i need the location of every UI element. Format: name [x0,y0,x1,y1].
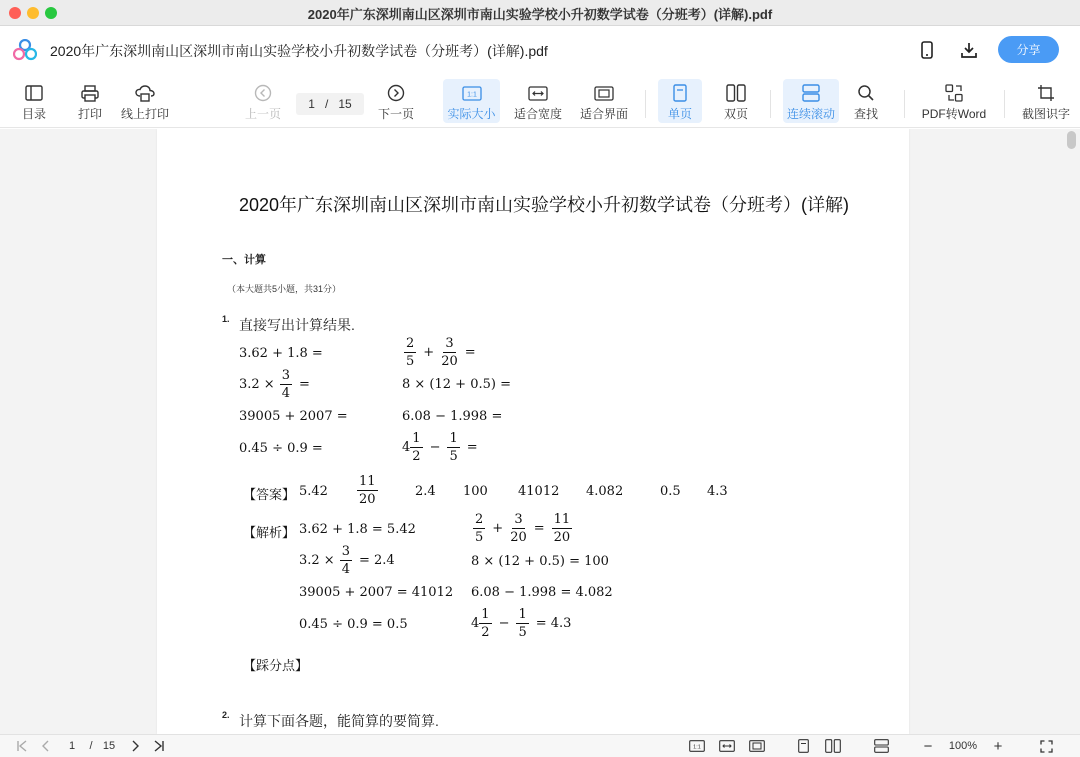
chevron-right-circle-icon [387,84,405,102]
svg-text:1:1: 1:1 [466,91,477,98]
page-separator: / [324,97,329,111]
current-page: 1 [308,97,315,111]
next-page-button[interactable]: 下一页 [376,79,416,123]
chevron-right-icon [131,740,141,752]
vertical-scrollbar[interactable] [1067,131,1076,149]
zoom-out-button[interactable]: − [923,737,933,755]
problem-5: 39005 + 2007 = [239,409,348,424]
fullscreen-button[interactable] [1038,738,1054,754]
answer-fraction: $\frac{11}{20}$ [359,474,376,507]
page-number-input[interactable] [296,93,364,115]
scoring-label: 【踩分点】 [243,658,309,673]
window-titlebar [0,0,1080,26]
toc-icon [25,85,43,101]
fit-page-button[interactable]: 适合界面 [578,79,630,123]
analysis-2: $\frac{2}{5}$ + $\frac{3}{20}$ = $\frac{11}{20}$ [475,512,571,545]
total-pages: 15 [338,97,352,111]
continuous-scroll-icon [874,739,889,753]
analysis-3: 3.2 × $\frac{3}{4}$ = 2.4 [299,544,395,577]
double-page-icon [726,84,746,102]
page-heading: 2020年广东深圳南山区深圳市南山实验学校小升初数学试卷（分班考）(详解) [239,195,850,215]
continuous-scroll-icon [802,84,820,102]
convert-icon [945,84,963,102]
download-button[interactable] [957,38,981,62]
section-note: （本大题共5小题，共31分） [227,284,342,294]
screenshot-ocr-button[interactable]: 截图识字 [1018,79,1074,123]
prev-page-status-button[interactable] [38,738,52,754]
problem-2: $\frac{2}{5}$ + $\frac{3}{20}$ = [406,336,476,369]
problem-6: 6.08 − 1.998 = [402,409,503,424]
status-fit-page-button[interactable] [748,738,766,754]
app-logo-icon [13,39,37,61]
continuous-scroll-button[interactable]: 连续滚动 [783,79,839,123]
pdf-page [157,129,909,734]
search-button[interactable]: 查找 [846,79,886,123]
answer-value: 100 [463,484,488,499]
actual-size-icon [462,86,482,101]
toolbar-separator [645,90,646,118]
fit-page-icon [749,740,765,752]
analysis-6: 6.08 − 1.998 = 4.082 [471,585,613,600]
prev-page-button[interactable]: 上一页 [243,79,283,123]
cloud-print-icon [135,85,155,102]
single-page-icon [673,84,687,102]
answer-value: 4.082 [586,484,624,499]
status-single-page-button[interactable] [795,738,811,754]
single-page-button[interactable]: 单页 [658,79,702,123]
fullscreen-icon [1040,740,1053,753]
last-page-button[interactable] [151,738,167,754]
analysis-1: 3.62 + 1.8 = 5.42 [299,522,416,537]
analysis-7: 0.45 ÷ 0.9 = 0.5 [299,617,408,632]
zoom-in-button[interactable]: + [993,737,1003,755]
mobile-view-button[interactable] [915,38,939,62]
problem-7: 0.45 ÷ 0.9 = [239,441,323,456]
status-total-pages: 15 [102,740,116,752]
actual-size-icon [689,740,705,752]
actual-size-button[interactable]: 1:1 实际大小 [443,79,500,123]
answer-value: 41012 [518,484,560,499]
answer-value: 2.4 [415,484,436,499]
fit-width-icon [719,740,735,752]
problem-4: 8 × (12 + 0.5) = [402,377,511,392]
status-fit-width-button[interactable] [718,738,736,754]
toolbar-separator [1004,90,1005,118]
answer-label: 【答案】 [243,487,296,502]
question-number: 2. [222,710,230,720]
printer-icon [81,85,99,102]
problem-1: 3.62 + 1.8 = [239,346,323,361]
fit-width-icon [528,86,548,101]
status-double-page-button[interactable] [824,738,842,754]
analysis-5: 39005 + 2007 = 41012 [299,585,454,600]
first-page-icon [16,740,28,752]
double-page-icon [825,739,841,753]
status-continuous-button[interactable] [872,738,890,754]
document-viewport[interactable] [0,129,1080,734]
download-icon [960,41,978,59]
first-page-button[interactable] [14,738,30,754]
analysis-8: 4 $\frac{1}{2}$ − $\frac{1}{5}$ = 4.3 [471,607,572,640]
share-button[interactable]: 分享 [998,36,1059,63]
fit-width-button[interactable]: 适合宽度 [512,79,564,123]
app-header [0,26,1080,74]
analysis-4: 8 × (12 + 0.5) = 100 [471,554,609,569]
online-print-button[interactable]: 线上打印 [118,79,172,123]
analysis-label: 【解析】 [243,525,296,540]
question-number: 1. [222,314,230,324]
status-page-separator: / [89,740,93,752]
problem-3: 3.2 × $\frac{3}{4}$ = [239,368,310,401]
zoom-level[interactable]: 100% [948,740,978,752]
last-page-icon [153,740,165,752]
question-text: 计算下面各题，能简算的要简算. [239,713,439,729]
answer-value: 0.5 [660,484,681,499]
crop-icon [1037,84,1055,102]
fit-page-icon [594,86,614,101]
double-page-button[interactable]: 双页 [714,79,758,123]
status-current-page[interactable]: 1 [68,740,76,752]
toc-button[interactable]: 目录 [14,79,54,123]
search-icon [857,84,875,102]
chevron-left-icon [40,740,50,752]
status-actual-size-button[interactable] [688,738,706,754]
status-bar [0,734,1080,757]
svg-text:1:1: 1:1 [693,744,701,751]
chevron-left-circle-icon [254,84,272,102]
print-button[interactable]: 打印 [70,79,110,123]
window-title: 2020年广东深圳南山区深圳市南山实验学校小升初数学试卷（分班考）(详解).pdf [307,7,773,22]
toolbar-separator [770,90,771,118]
single-page-icon [798,739,809,753]
document-title: 2020年广东深圳南山区深圳市南山实验学校小升初数学试卷（分班考）(详解).pdf [50,43,548,59]
mobile-icon [920,41,934,59]
section-heading: 一、计算 [222,254,266,266]
toolbar-separator [904,90,905,118]
answer-value: 5.42 [299,484,328,499]
next-page-status-button[interactable] [129,738,143,754]
problem-8: 4 $\frac{1}{2}$ − $\frac{1}{5}$ = [402,431,478,464]
answer-value: 4.3 [707,484,728,499]
pdf-to-word-button[interactable]: PDF转Word [920,79,988,123]
question-text: 直接写出计算结果. [239,317,355,333]
